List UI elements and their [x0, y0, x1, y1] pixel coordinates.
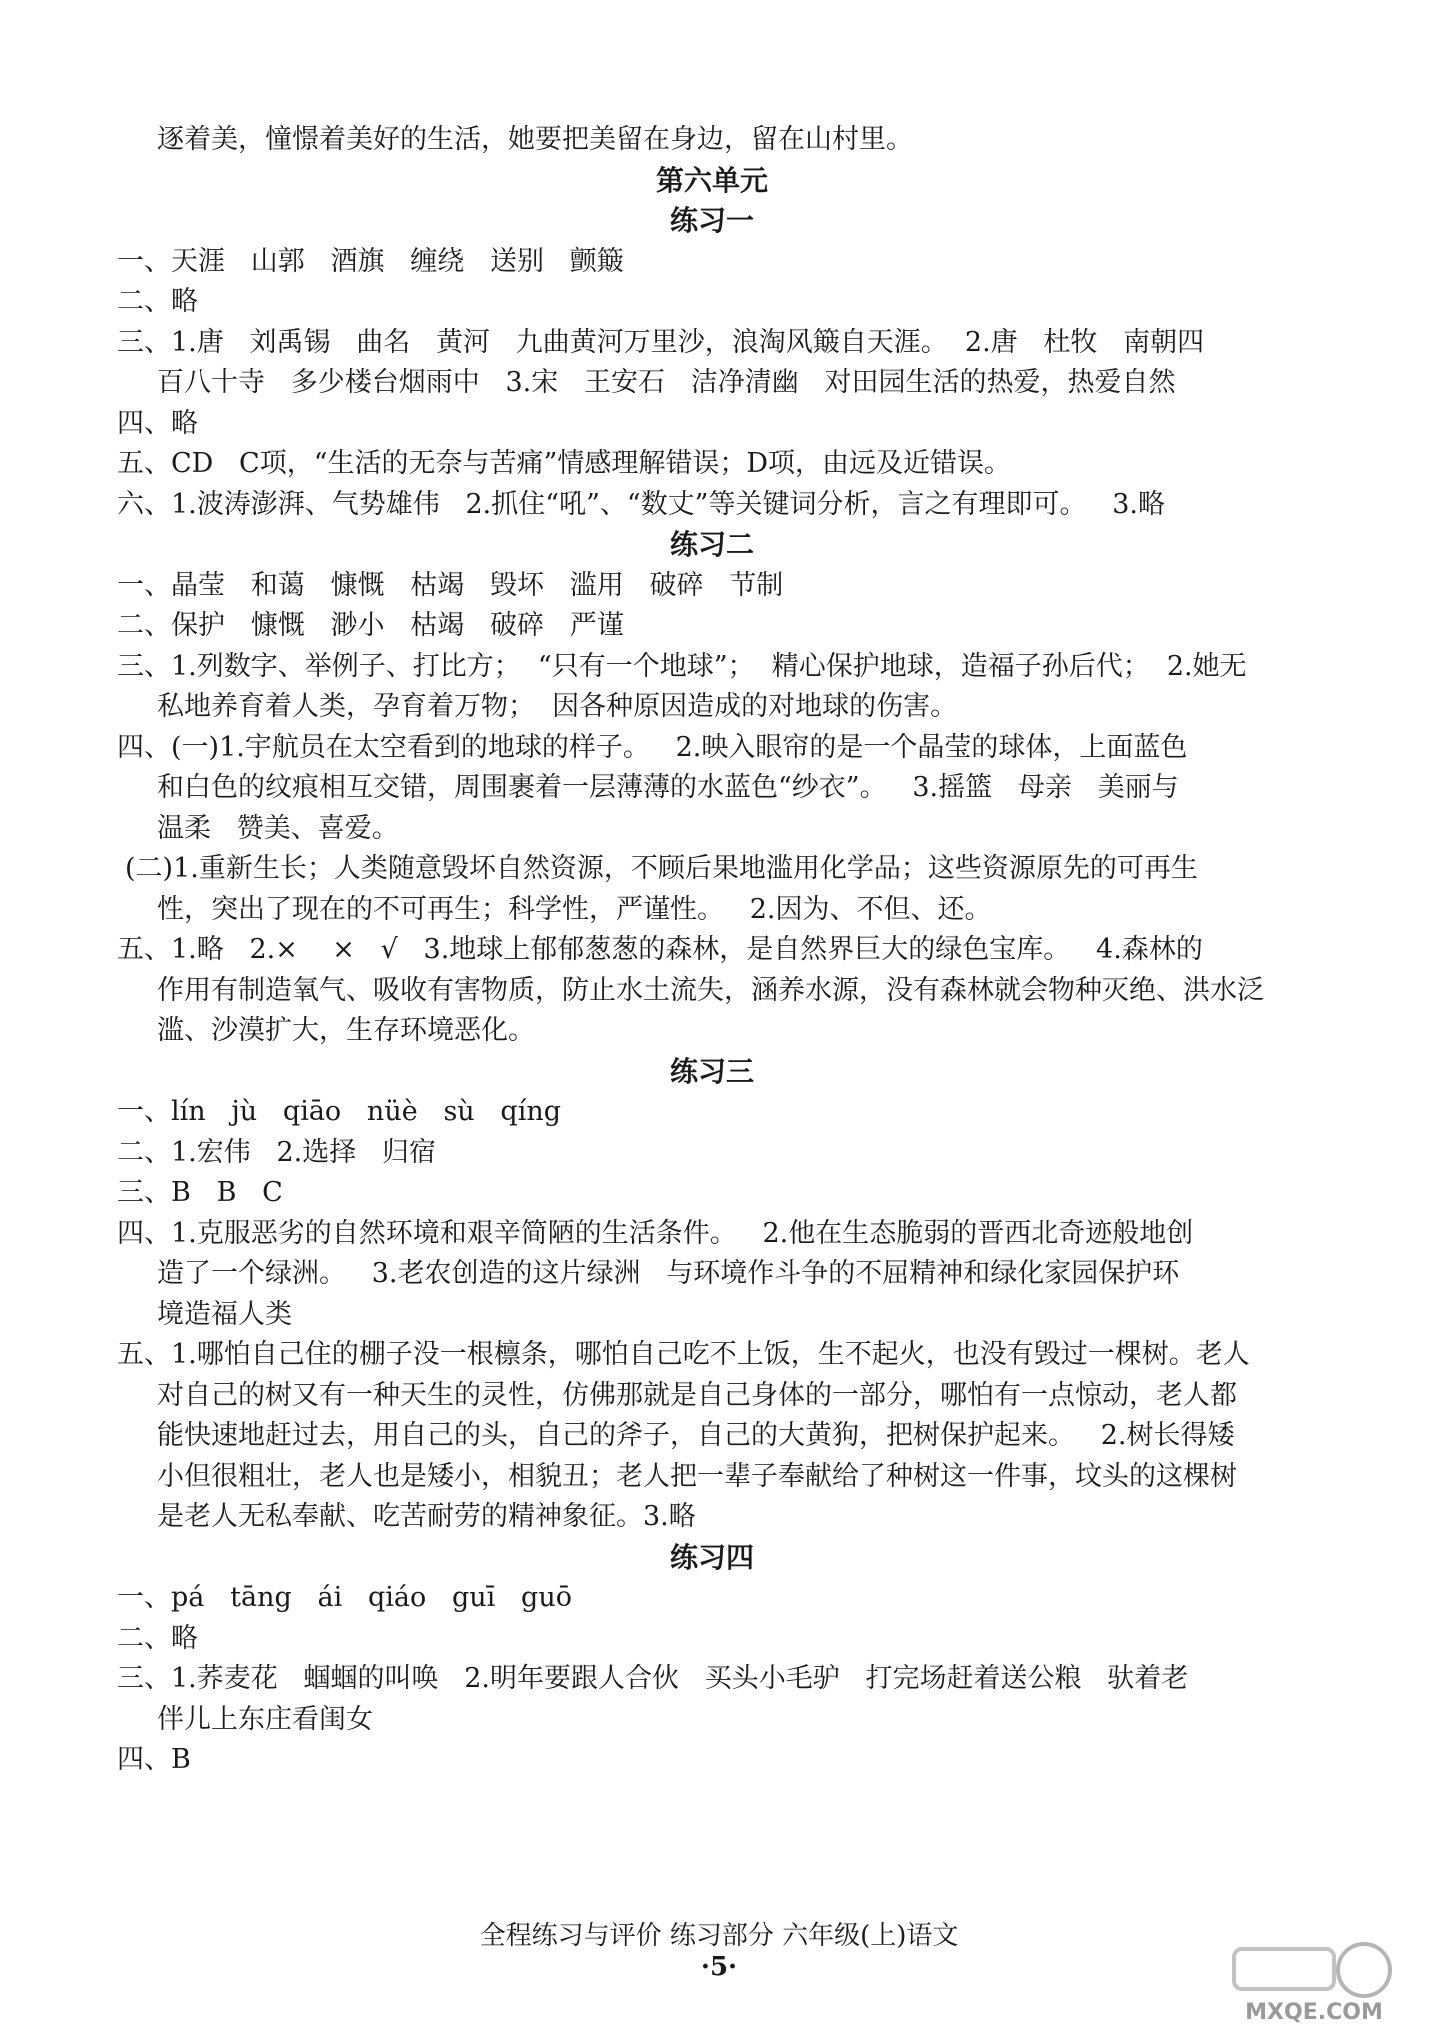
- answer-line: 对自己的树又有一种天生的灵性，仿佛那就是自己身体的一部分，哪怕有一点惊动，老人都: [157, 1379, 1237, 1411]
- section-heading: 练习四: [669, 1540, 754, 1574]
- answer-line: 小但很粗壮，老人也是矮小，相貌丑；老人把一辈子奉献给了种树这一件事，坟头的这棵树: [157, 1460, 1237, 1492]
- section-heading: 练习三: [669, 1054, 754, 1088]
- answer-line: 三、1.荞麦花 蝈蝈的叫唤 2.明年要跟人合伙 买头小毛驴 打完场赶着送公粮 驮着老: [117, 1663, 1189, 1694]
- answer-line: 四、(一)1.宇航员在太空看到的地球的样子。 2.映入眼帘的是一个晶莹的球体，上面蓝色: [117, 731, 1188, 763]
- answer-line: 私地养育着人类，孕育着万物； 因各种原因造成的对地球的伤害。: [157, 691, 958, 722]
- answer-line: 境造福人类: [157, 1298, 292, 1330]
- answer-line: 一、lín jù qiāo nüè sù qíng: [117, 1096, 562, 1127]
- answer-line: 作用有制造氧气、吸收有害物质，防止水土流失，涵养水源，没有森林就会物种灭绝、洪水泛: [157, 974, 1264, 1006]
- watermark-circle: [1338, 1944, 1390, 1996]
- answer-line: 五、1.哪怕自己住的棚子没一根檩条，哪怕自己吃不上饭，生不起火，也没有毁过一棵树。老人: [117, 1339, 1250, 1370]
- answer-line: 一、晶莹 和蔼 慷慨 枯竭 毁坏 滥用 破碎 节制: [117, 569, 784, 601]
- answer-line: 伴儿上东庄看闺女: [157, 1703, 373, 1735]
- answer-line: 一、pá tāng ái qiáo guī guō: [117, 1582, 572, 1613]
- section-heading: 第六单元: [655, 163, 768, 197]
- answer-line: 逐着美，憧憬着美好的生活，她要把美留在身边，留在山村里。: [157, 124, 913, 155]
- answer-line: 四、B: [117, 1744, 191, 1775]
- watermark-box: [1234, 1949, 1334, 1989]
- answer-line: 三、B B C: [117, 1177, 283, 1208]
- section-heading: 练习二: [669, 528, 754, 561]
- answer-line: 二、略: [117, 286, 198, 317]
- watermark-logo: [1214, 1935, 1414, 2025]
- answer-line: 三、1.列数字、举例子、打比方； “只有一个地球”； 精心保护地球，造福子孙后代； 2.她无: [117, 650, 1247, 682]
- footer-title: 全程练习与评价 练习部分 六年级(上)语文: [479, 1921, 959, 1951]
- answer-line: 是老人无私奉献、吃苦耐劳的精神象征。3.略: [157, 1501, 696, 1532]
- answer-line: (二)1.重新生长；人类随意毁坏自然资源，不顾后果地滥用化学品；这些资源原先的可再生: [125, 853, 1198, 884]
- answer-line: 造了一个绿洲。 3.老农创造的这片绿洲 与环境作斗争的不屈精神和绿化家园保护环: [157, 1258, 1180, 1289]
- answer-line: 二、保护 慷慨 渺小 枯竭 破碎 严谨: [117, 610, 624, 641]
- answer-line: 性，突出了现在的不可再生；科学性，严谨性。 2.因为、不但、还。: [157, 893, 992, 925]
- answer-line: 四、略: [117, 407, 198, 439]
- answer-content: [117, 120, 1307, 1781]
- answer-line: 能快速地赶过去，用自己的头，自己的斧子，自己的大黄狗，把树保护起来。 2.树长得矮: [157, 1420, 1235, 1451]
- answer-line: 四、1.克服恶劣的自然环境和艰辛简陋的生活条件。 2.他在生态脆弱的晋西北奇迹般地创: [117, 1217, 1194, 1249]
- answer-line: 二、略: [117, 1622, 198, 1654]
- answer-line: 百八十寺 多少楼台烟雨中 3.宋 王安石 洁净清幽 对田园生活的热爱，热爱自然: [157, 367, 1176, 398]
- answer-line: 五、1.略 2.× × √ 3.地球上郁郁葱葱的森林，是自然界巨大的绿色宝库。 4.森林的: [117, 934, 1203, 965]
- answer-line: 和白色的纹痕相互交错，周围裹着一层薄薄的水蓝色“纱衣”。 3.摇篮 母亲 美丽与: [157, 772, 1179, 803]
- answer-line: 一、天涯 山郭 酒旗 缠绕 送别 颤簸: [117, 245, 624, 277]
- section-heading: 练习一: [669, 204, 754, 237]
- answer-line: 六、1.波涛澎湃、气势雄伟 2.抓住“吼”、“数丈”等关键词分析，言之有理即可。 3.略: [117, 488, 1165, 520]
- answer-line: 五、CD C项，“生活的无奈与苦痛”情感理解错误；D项，由远及近错误。: [117, 448, 1011, 479]
- answer-line: 三、1.唐 刘禹锡 曲名 黄河 九曲黄河万里沙，浪淘风簸自天涯。 2.唐 杜牧 南朝四: [117, 326, 1205, 358]
- answer-line: 温柔 赞美、喜爱。: [157, 812, 399, 844]
- answer-line: 滥、沙漠扩大，生存环境恶化。: [157, 1015, 535, 1046]
- answer-line: 二、1.宏伟 2.选择 归宿: [117, 1136, 437, 1168]
- page-number: ·5·: [700, 1952, 738, 1982]
- watermark-text: MXQE.COM: [1245, 2000, 1383, 2025]
